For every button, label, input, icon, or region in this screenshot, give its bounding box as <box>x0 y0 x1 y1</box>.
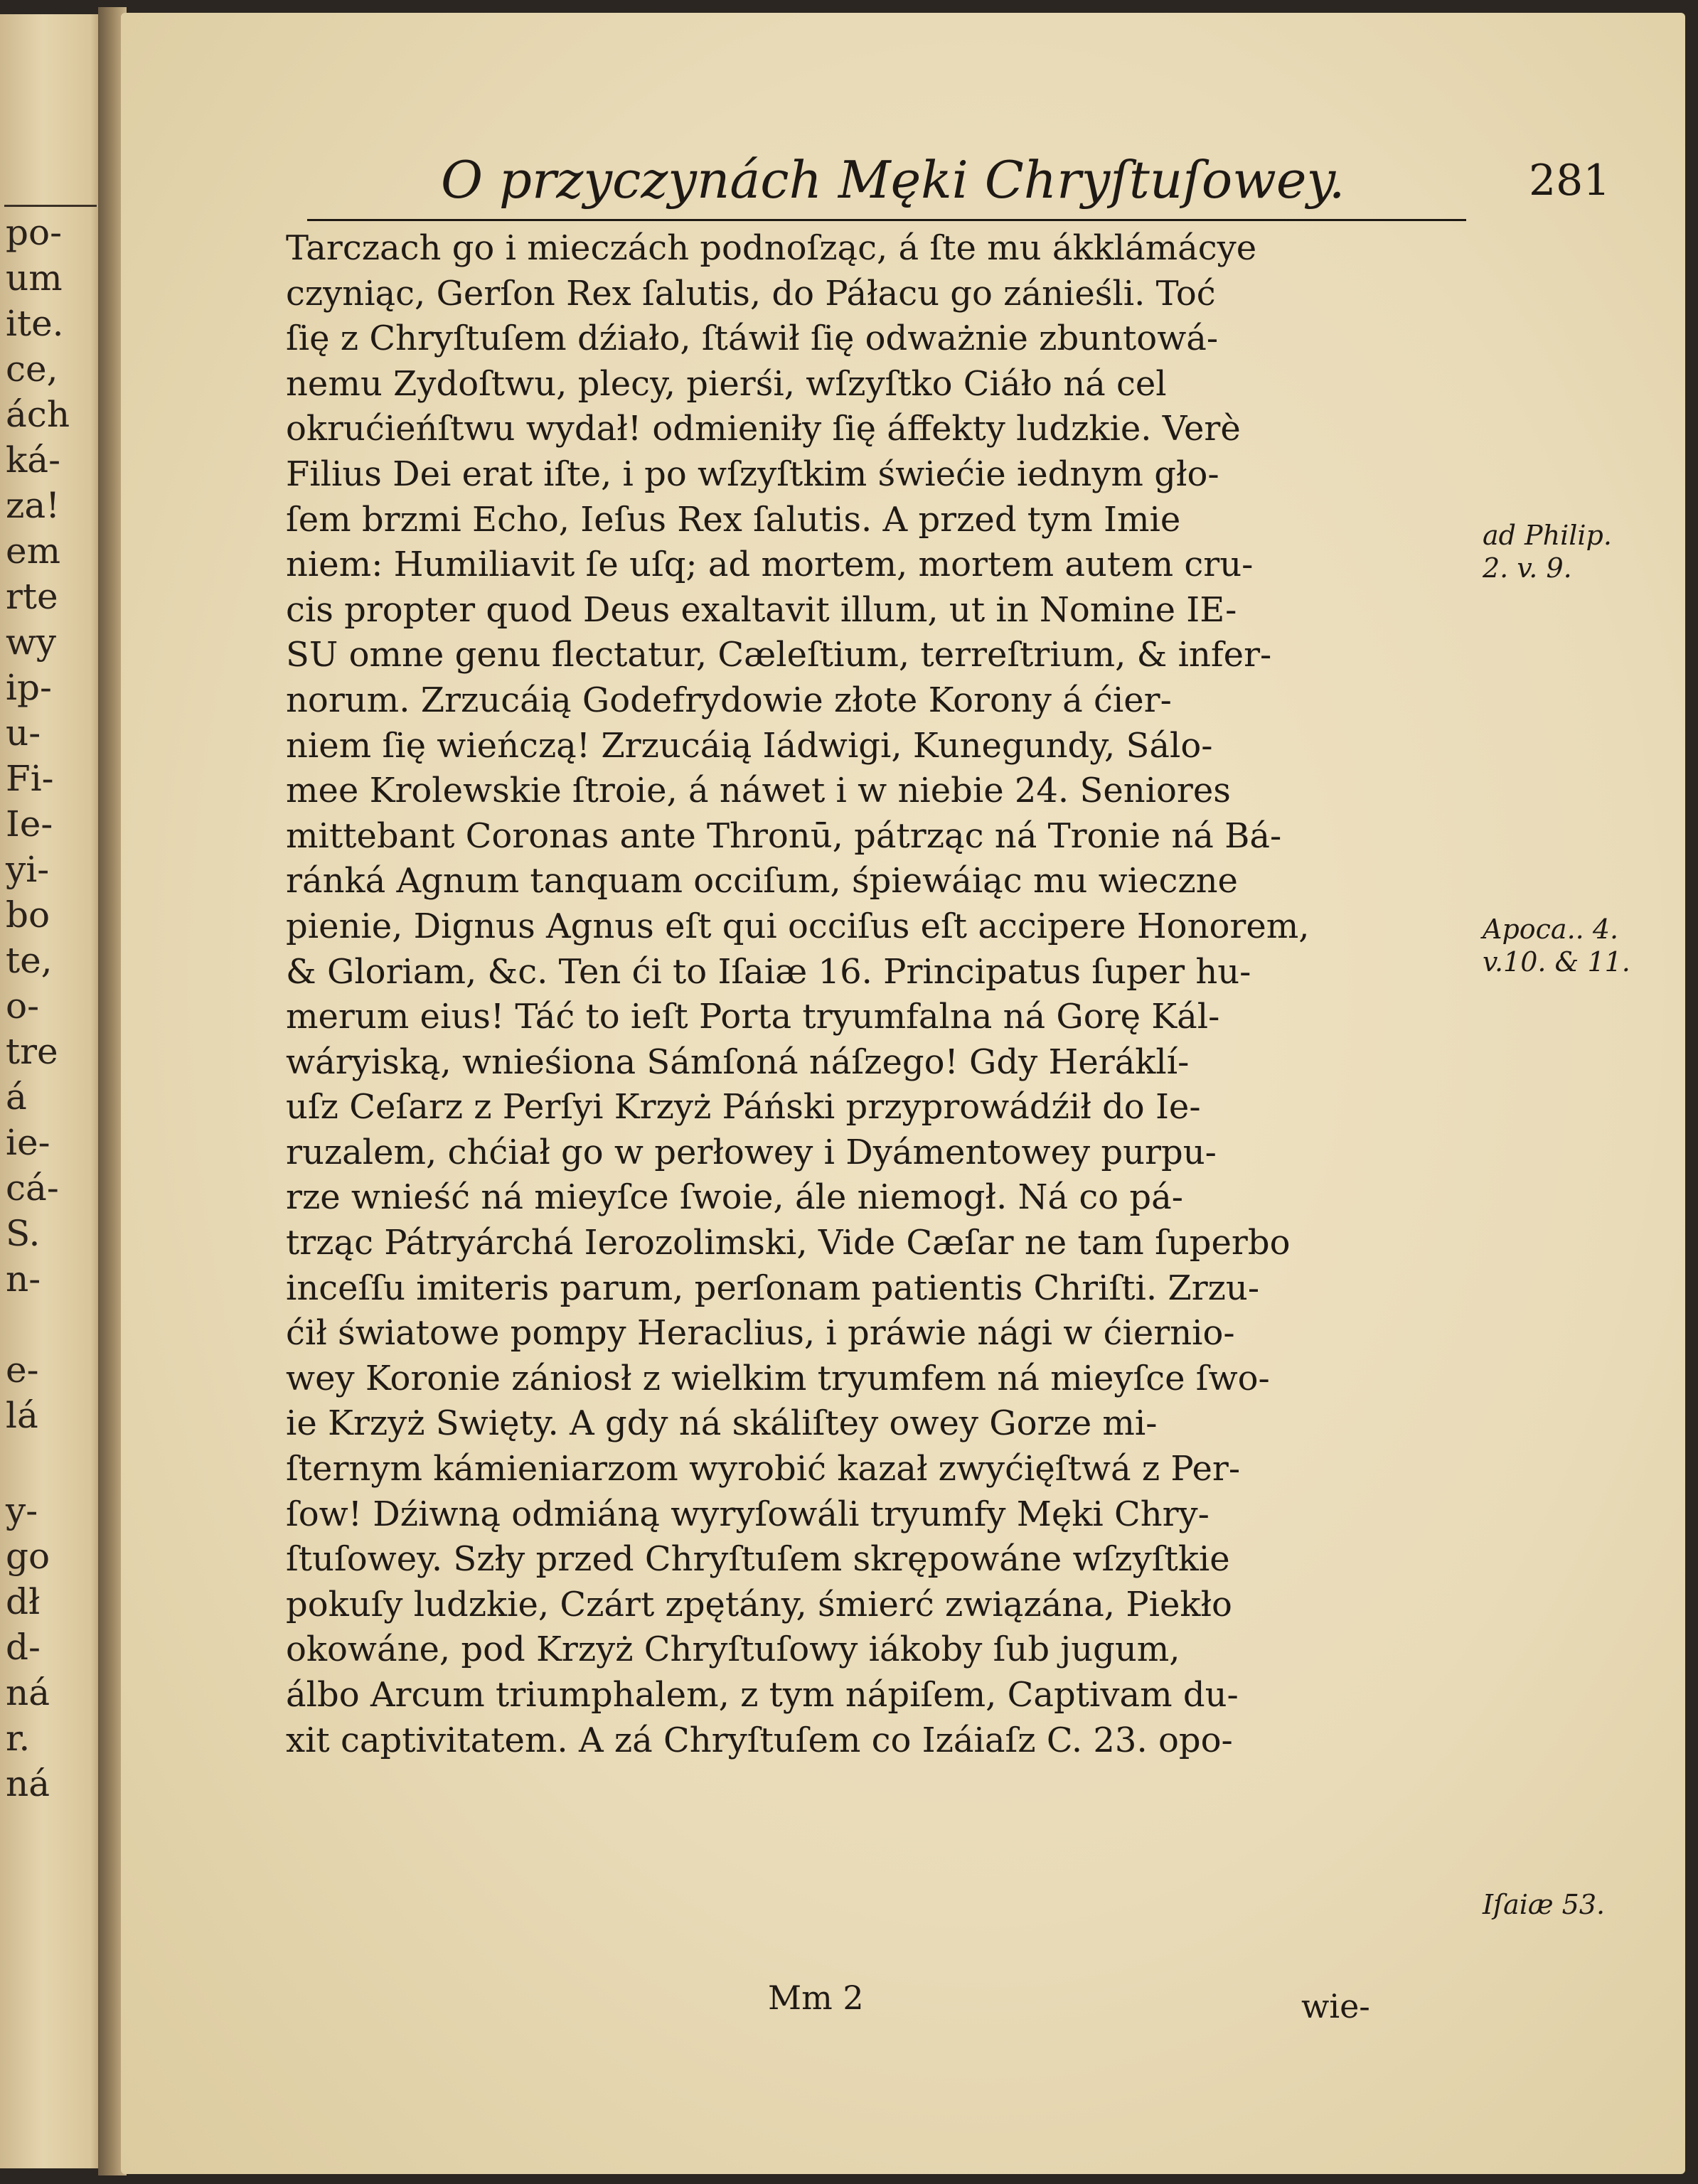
header-rule <box>307 219 1466 221</box>
left-fragment: á <box>6 1076 27 1118</box>
left-fragment: ná <box>6 1763 50 1804</box>
left-fragment: ná <box>6 1672 50 1713</box>
left-fragment: lá <box>6 1395 38 1436</box>
text-line: & Gloriam, &c. Ten ći to Iſaiæ 16. Principatus ſuper hu- <box>286 951 1251 992</box>
text-line: ſem brzmi Echo, Ieſus Rex ſalutis. A przed tym Imie <box>286 499 1181 540</box>
left-fragment: r. <box>6 1718 31 1759</box>
text-line: nemu Zydoſtwu, plecy, pierśi, wſzyſtko Ciáło ná cel <box>286 363 1167 404</box>
text-line: uſz Ceſarz z Perſyi Krzyż Páński przyprowádźił do Ie- <box>286 1087 1201 1128</box>
text-line: rze wnieść ná mieyſce ſwoie, ále niemogł. Ná co pá- <box>286 1177 1183 1218</box>
text-line: merum eius! Táć to ieſt Porta tryumfalna ná Gorę Kál- <box>286 997 1220 1037</box>
left-fragment: e- <box>6 1349 39 1391</box>
text-line: ruzalem, chćiał go w perłowey i Dyámentowey purpu- <box>286 1132 1217 1172</box>
text-line: okrućieńſtwu wydał! odmieniły ſię áffekty ludzkie. Verè <box>286 409 1241 449</box>
text-line: cis propter quod Deus exaltavit illum, ut in Nomine IE- <box>286 589 1237 630</box>
margin-note: ad Philip. <box>1483 520 1612 551</box>
left-fragment: ite. <box>6 303 64 344</box>
text-line: xit captivitatem. A zá Chryſtuſem co Izáiaſz C. 23. opo- <box>286 1720 1233 1760</box>
left-fragment: ách <box>6 394 70 435</box>
left-fragment: S. <box>6 1213 41 1254</box>
left-fragment: te, <box>6 940 53 981</box>
text-line: ćił światowe pompy Heraclius, i práwie nági w ćiernio- <box>286 1313 1235 1354</box>
margin-note: Iſaiæ 53. <box>1483 1889 1606 1920</box>
left-fragment: um <box>6 257 63 299</box>
left-fragment: ká- <box>6 439 61 481</box>
left-fragment: n- <box>6 1258 41 1300</box>
text-line: ránká Agnum tanquam occiſum, śpiewáiąc mu wieczne <box>286 861 1238 901</box>
left-fragment: bo <box>6 894 50 936</box>
text-line: SU omne genu flectatur, Cæleſtium, terreſtrium, & infer- <box>286 635 1272 675</box>
text-line: pokuſy ludzkie, Czárt zpętány, śmierć związána, Piekło <box>286 1584 1232 1624</box>
text-line: ſow! Dźiwną odmiáną wyryſowáli tryumfy Męki Chry- <box>286 1494 1210 1534</box>
left-fragment: wy <box>6 621 57 663</box>
left-fragment: yi- <box>6 849 50 890</box>
text-line: álbo Arcum triumphalem, z tym nápiſem, Captivam du- <box>286 1675 1239 1715</box>
right-page <box>121 13 1685 2174</box>
signature-mark: Mm 2 <box>768 1979 864 2017</box>
catchword: wie- <box>1301 1987 1370 2025</box>
left-fragment: rte <box>6 576 58 617</box>
text-line: trząc Pátryárchá Ierozolimski, Vide Cæſar ne tam ſuperbo <box>286 1223 1291 1263</box>
text-line: mittebant Coronas ante Thronū, pátrząc ná Tronie ná Bá- <box>286 815 1282 856</box>
left-page-edge <box>0 14 107 2168</box>
left-fragment: tre <box>6 1031 58 1072</box>
text-line: ſię z Chryſtuſem dźiało, ſtáwił ſię odważnie zbuntowá- <box>286 318 1219 359</box>
text-line: norum. Zrzucáią Godefrydowie złote Korony á ćier- <box>286 680 1172 720</box>
text-line: niem ſię wieńczą! Zrzucáią Iádwigi, Kunegundy, Sálo- <box>286 725 1213 766</box>
text-line: niem: Humiliavit ſe uſq; ad mortem, mortem autem cru- <box>286 545 1254 585</box>
running-head: O przyczynách Męki Chryſtuſowey. <box>441 150 1345 210</box>
left-fragment: po- <box>6 212 63 253</box>
left-fragment: em <box>6 530 61 572</box>
text-line: inceſſu imiteris parum, perſonam patientis Chriſti. Zrzu- <box>286 1268 1260 1308</box>
text-line: wáryiską, wnieśiona Sámſoná náſzego! Gdy Heráklí- <box>286 1042 1190 1082</box>
margin-note: v.10. & 11. <box>1483 946 1630 978</box>
left-fragment: d- <box>6 1627 41 1668</box>
left-fragment: cá- <box>6 1167 59 1209</box>
left-fragment: Fi- <box>6 758 54 799</box>
text-line: Tarczach go i mieczách podnoſząc, á ſte mu ákklámácye <box>286 228 1257 268</box>
left-fragment: u- <box>6 712 41 754</box>
text-line: ſternym kámieniarzom wyrobić kazał zwyćięſtwá z Per- <box>286 1449 1241 1489</box>
left-fragment: za! <box>6 485 60 526</box>
text-line: mee Krolewskie ſtroie, á náwet i w niebie 24. Seniores <box>286 771 1231 811</box>
page-number: 281 <box>1529 156 1611 205</box>
margin-note: Apoca.. 4. <box>1483 914 1619 945</box>
left-fragment: ce, <box>6 348 58 390</box>
body-text <box>286 226 1466 1763</box>
text-line: pienie, Dignus Agnus eſt qui occiſus eſt accipere Honorem, <box>286 906 1310 946</box>
text-line: okowáne, pod Krzyż Chryſtuſowy iákoby ſub jugum, <box>286 1629 1180 1670</box>
text-line: wey Koronie zániosł z wielkim tryumfem ná mieyſce ſwo- <box>286 1358 1270 1398</box>
text-line: czyniąc, Gerſon Rex ſalutis, do Páłacu go zánieśli. Toć <box>286 273 1216 314</box>
text-line: ſtuſowey. Szły przed Chryſtuſem skrępowáne wſzyſtkie <box>286 1539 1230 1580</box>
text-line: ie Krzyż Swięty. A gdy ná skáliſtey owey Gorze mi- <box>286 1403 1158 1444</box>
margin-note: 2. v. 9. <box>1483 552 1572 584</box>
left-fragment: ip- <box>6 667 52 708</box>
left-fragment: y- <box>6 1490 38 1531</box>
left-fragment: Ie- <box>6 803 53 845</box>
left-fragment: dł <box>6 1581 41 1622</box>
left-fragment: go <box>6 1536 50 1577</box>
left-fragment: o- <box>6 985 39 1027</box>
left-fragment: ie- <box>6 1122 50 1163</box>
left-page-rule <box>4 205 97 207</box>
text-line: Filius Dei erat iſte, i po wſzyſtkim świećie iednym gło- <box>286 454 1219 494</box>
